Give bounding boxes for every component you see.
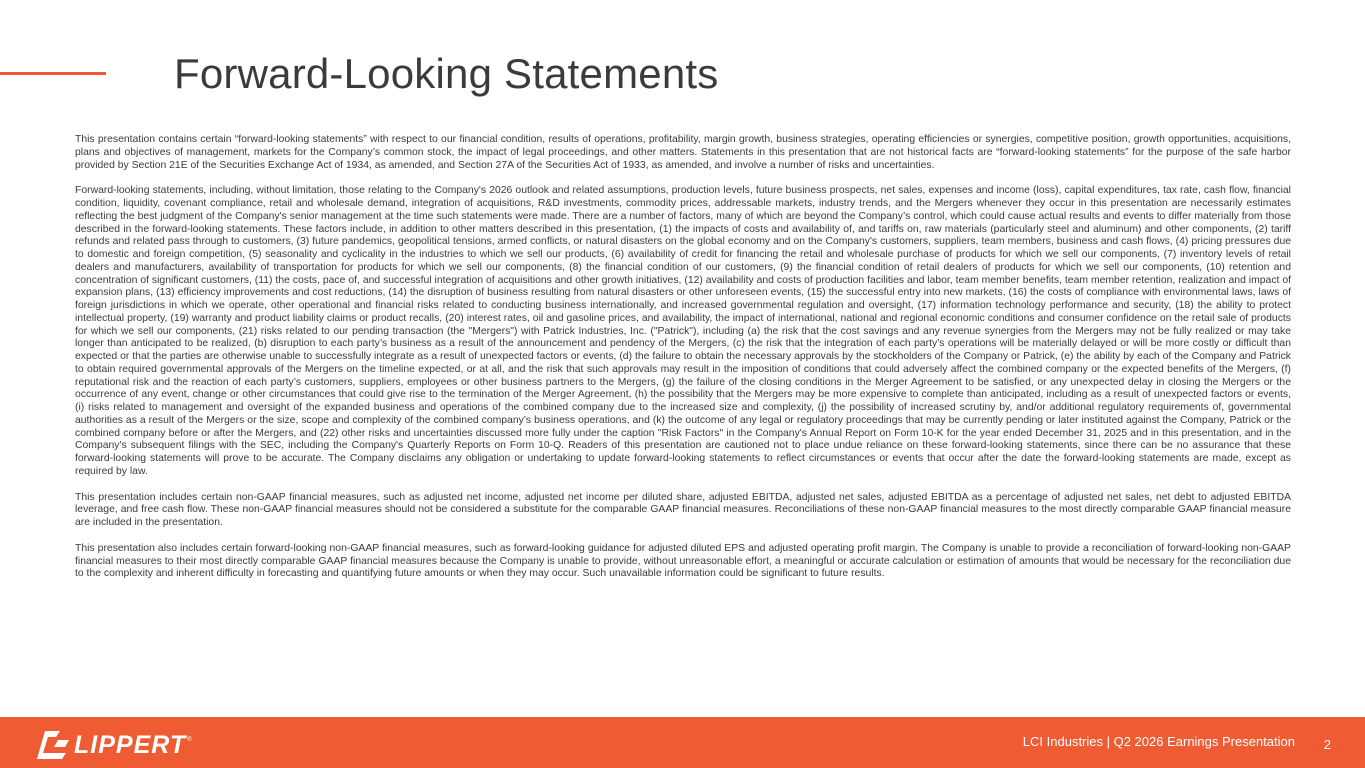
- disclaimer-body: [75, 134, 1291, 594]
- title-accent-line: [0, 72, 106, 75]
- footer-bar: [0, 717, 1365, 768]
- paragraph-risk-factors: Forward-looking statements, including, without limitation, those relating to the Company's 2026 outlook and related assumptions, production levels, future business prospects, net sales, expenses and income (loss), capital expenditures, tax rate, cash flow, financial condition, liquidity, covenant compliance, retail and wholesale demand, integration of acquisitions, R&D investments, commodity prices, addressable markets, industry trends, and the Mergers whenever they occur in this presentation are necessarily estimates reflecting the best judgment of the Company's senior management at the time such statements were made. There are a number of factors, many of which are beyond the Company’s control, which could cause actual results and events to differ materially from those described in the forward-looking statements. These factors include, in addition to other matters described in this presentation, (1) the impacts of costs and availability of, and tariffs on, raw materials (particularly steel and aluminum) and other components, (2) tariff refunds and related pass through to customers, (3) future pandemics, geopolitical tensions, armed conflicts, or natural disasters on the global economy and on the Company's customers, suppliers, team members, business and cash flows, (4) pricing pressures due to domestic and foreign competition, (5) seasonality and cyclicality in the industries to which we sell our products, (6) availability of credit for financing the retail and wholesale purchase of products for which we sell our components, (7) inventory levels of retail dealers and manufacturers, availability of transportation for products for which we sell our components, (8) the financial condition of our customers, (9) the financial condition of retail dealers of products for which we sell our components, (10) retention and concentration of significant customers, (11) the costs, pace of, and successful integration of acquisitions and other growth initiatives, (12) availability and costs of production facilities and labor, team member benefits, team member retention, realization and impact of expansion plans, (13) efficiency improvements and cost reductions, (14) the disruption of business resulting from natural disasters or other unforeseen events, (15) the successful entry into new markets, (16) the costs of compliance with environmental laws, laws of foreign jurisdictions in which we operate, other operational and financial risks related to conducting business internationally, and increased governmental regulation and oversight, (17) information technology performance and security, (18) the ability to protect intellectual property, (19) warranty and product liability claims or product recalls, (20) interest rates, oil and gasoline prices, and availability, the impact of international, national and regional economic conditions and consumer confidence on the retail sale of products for which we sell our components, (21) risks related to our pending transaction (the "Mergers") with Patrick Industries, Inc. ("Patrick"), including (a) the risk that the cost savings and any revenue synergies from the Mergers may not be fully realized or may take longer than anticipated to be realized, (b) disruption to each party’s business as a result of the announcement and pendency of the Mergers, (c) the risk that the integration of each party’s operations will be materially delayed or will be more costly or difficult than expected or that the parties are otherwise unable to successfully integrate as a result of unexpected factors or events, (d) the failure to obtain the necessary approvals by the stockholders of the Company or Patrick, (e) the ability by each of the Company and Patrick to obtain required governmental approvals of the Mergers on the timeline expected, or at all, and the risk that such approvals may result in the imposition of conditions that could adversely affect the combined company or the expected benefits of the Mergers, (f) reputational risk and the reaction of each party’s customers, suppliers, employees or other business partners to the Mergers, (g) the failure of the closing conditions in the Merger Agreement to be satisfied, or any unexpected delay in closing the Mergers or the occurrence of any event, change or other circumstances that could give rise to the termination of the Merger Agreement, (h) the possibility that the Mergers may be more expensive to complete than anticipated, including as a result of unexpected factors or events, (i) risks related to management and oversight of the expanded business and operations of the combined company due to the increased size and complexity, (j) the possibility of increased scrutiny by, and/or additional regulatory requirements of, governmental authorities as a result of the Mergers or the size, scope and complexity of the combined company’s business operations, and (k) the outcome of any legal or regulatory proceedings that may be currently pending or later instituted against the Company, Patrick or the combined company before or after the Mergers, and (22) other risks and uncertainties discussed more fully under the caption "Risk Factors" in the Company's Annual Report on Form 10-K for the year ended December 31, 2025 and in this presentation, and in the Company's subsequent filings with the SEC, including the Company's Quarterly Reports on Form 10-Q. Readers of this presentation are cautioned not to place undue reliance on these forward-looking statements, since there can be no assurance that these forward-looking statements will prove to be accurate. The Company disclaims any obligation or undertaking to update forward-looking statements to reflect circumstances or events that occur after the date the forward-looking statements are made, except as required by law.: [75, 185, 1291, 477]
- registered-mark: ®: [187, 737, 192, 743]
- lippert-logo-icon: [36, 730, 70, 760]
- paragraph-non-gaap: This presentation includes certain non-GAAP financial measures, such as adjusted net income, adjusted net income per diluted share, adjusted EBITDA, adjusted net sales, adjusted EBITDA as a percentage of adjusted net sales, net debt to adjusted EBITDA leverage, and free cash flow. These non-GAAP financial measures should not be considered a substitute for the comparable GAAP financial measures. Reconciliations of these non-GAAP financial measures to the most directly comparable GAAP financial measure are included in the presentation.: [75, 491, 1291, 528]
- paragraph-forward-non-gaap: This presentation also includes certain forward-looking non-GAAP financial measures, such as forward-looking guidance for adjusted diluted EPS and adjusted operating profit margin. The Company is unable to provide a reconciliation of forward-looking non-GAAP financial measures to their most directly comparable GAAP financial measures because the Company is unable to provide, without unreasonable effort, a meaningful or accurate calculation or estimation of amounts that would be necessary for the reconciliation due to the complexity and inherent difficulty in forecasting and quantifying future amounts or when they may occur. Such unavailable information could be significant to future results.: [75, 542, 1291, 580]
- footer-caption: LCI Industries | Q2 2026 Earnings Presentation: [1022, 734, 1295, 749]
- paragraph-forward-looking-intro: This presentation contains certain “forward-looking statements” with respect to our financial condition, results of operations, profitability, margin growth, business strategies, operating efficiencies or synergies, competitive position, growth opportunities, acquisitions, plans and objectives of management, markets for the Company’s common stock, the impact of legal proceedings, and other matters. Statements in this presentation that are not historical facts are “forward-looking statements” for the purpose of the safe harbor provided by Section 21E of the Securities Exchange Act of 1934, as amended, and Section 27A of the Securities Act of 1933, as amended, and involve a number of risks and uncertainties.: [75, 134, 1291, 171]
- page-number: 2: [1323, 737, 1331, 752]
- page-title: Forward-Looking Statements: [174, 50, 719, 97]
- logo-wordmark: LIPPERT: [74, 731, 187, 759]
- lippert-logo: [36, 729, 192, 761]
